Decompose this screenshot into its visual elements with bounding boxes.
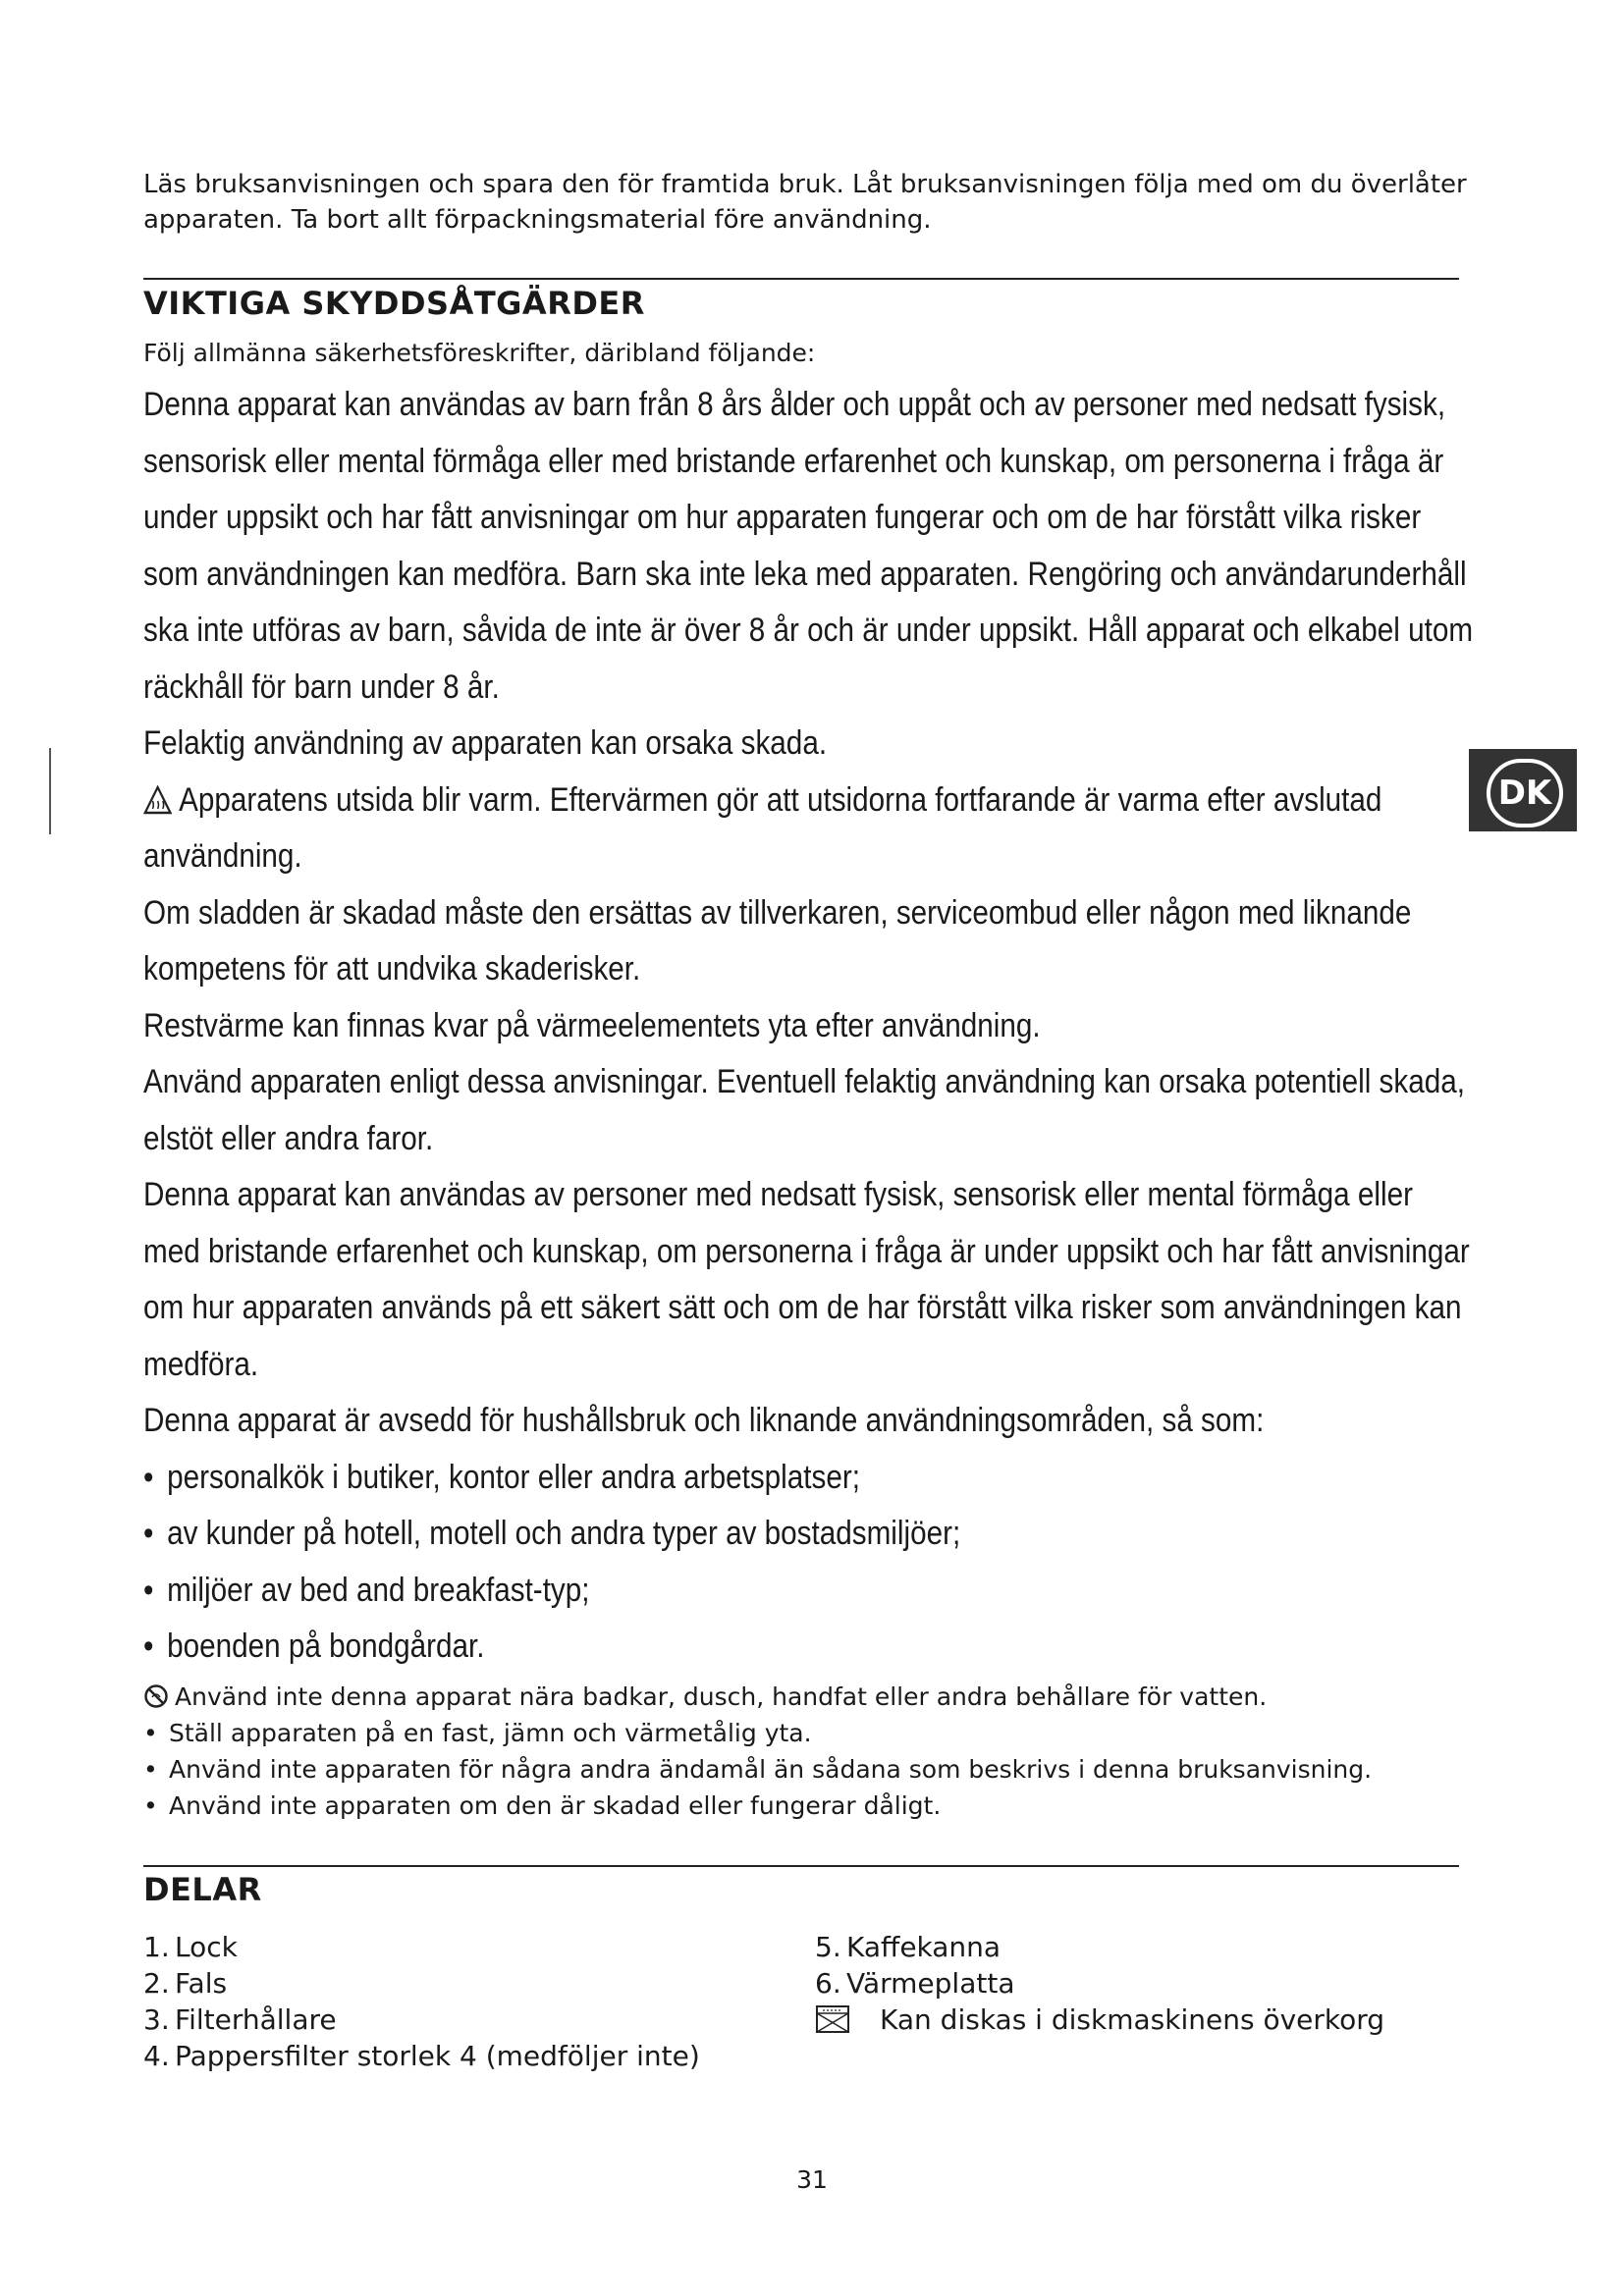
safety-instructions bbox=[143, 377, 1478, 1676]
safety-heading: VIKTIGA SKYDDSÅTGÄRDER bbox=[143, 285, 645, 322]
list-item: 4. Pappersfilter storlek 4 (medföljer inte) bbox=[143, 2040, 700, 2072]
section-divider bbox=[143, 278, 1459, 280]
safety-subtitle: Följ allmänna säkerhetsföreskrifter, däribland följande: bbox=[143, 339, 816, 367]
intro-text bbox=[143, 167, 1469, 238]
usage-bullet: • personalkök i butiker, kontor eller andra arbetsplatser; bbox=[143, 1458, 860, 1496]
safety-paragraph: Restvärme kan finnas kvar på värmeelementets yta efter användning. bbox=[143, 1006, 1041, 1044]
parts-list-right bbox=[815, 1929, 1384, 2038]
parts-list-left bbox=[143, 1929, 700, 2074]
list-item: 5. Kaffekanna bbox=[815, 1931, 1001, 1963]
safety-paragraph: Denna apparat kan användas av personer med nedsatt fysisk, sensorisk eller mental förmåga eller med bristande erfarenhet och kunskap, om personerna i fråga är under uppsikt och har fått anvisningar om hur apparaten används på ett säkert sätt och om de har förstått vilka risker som användningen kan medföra. bbox=[143, 1176, 1470, 1383]
section-divider bbox=[143, 1865, 1459, 1867]
list-item: • Ställ apparaten på en fast, jämn och värmetålig yta. bbox=[143, 1719, 812, 1747]
list-item: 6. Värmeplatta bbox=[815, 1967, 1015, 2000]
list-item: • Använd inte apparaten för några andra ändamål än sådana som beskrivs i denna bruksanvisning. bbox=[143, 1755, 1373, 1784]
no-water-icon bbox=[143, 1683, 169, 1709]
hot-surface-warning-icon bbox=[143, 785, 172, 815]
list-item: 1. Lock bbox=[143, 1931, 238, 1963]
dishwasher-icon bbox=[815, 2004, 850, 2034]
parts-heading: DELAR bbox=[143, 1871, 262, 1908]
safety-paragraph: Denna apparat är avsedd för hushållsbruk och liknande användningsområden, så som: bbox=[143, 1402, 1265, 1439]
usage-bullet: • av kunder på hotell, motell och andra typer av bostadsmiljöer; bbox=[143, 1515, 961, 1552]
intro-line-1: Läs bruksanvisningen och spara den för framtida bruk. Låt bruksanvisningen följa med om du överlåter bbox=[143, 170, 1467, 199]
list-item: • Använd inte apparaten om den är skadad eller fungerar dåligt. bbox=[143, 1791, 942, 1820]
list-item: Använd inte denna apparat nära badkar, dusch, handfat eller andra behållare för vatten. bbox=[143, 1679, 1479, 1715]
page-number: 31 bbox=[796, 2165, 828, 2194]
list-item: 3. Filterhållare bbox=[143, 2003, 337, 2036]
usage-bullet: • miljöer av bed and breakfast-typ; bbox=[143, 1571, 590, 1609]
safety-paragraph: Om sladden är skadad måste den ersättas av tillverkaren, serviceombud eller någon med liknande kompetens för att undvika skaderisker. bbox=[143, 893, 1412, 988]
intro-line-2: apparaten. Ta bort allt förpackningsmaterial före användning. bbox=[143, 205, 932, 235]
usage-bullet: • boenden på bondgårdar. bbox=[143, 1628, 485, 1665]
additional-safety-list bbox=[143, 1679, 1479, 1824]
margin-mark bbox=[49, 748, 51, 834]
safety-paragraph-hot: Apparatens utsida blir varm. Eftervärmen gör att utsidorna fortfarande är varma efter avslutad användning. bbox=[143, 780, 1382, 875]
dishwasher-note: Kan diskas i diskmaskinens överkorg bbox=[815, 2002, 1384, 2038]
safety-paragraph: Denna apparat kan användas av barn från 8 års ålder och uppåt och av personer med nedsatt fysisk, sensorisk eller mental förmåga eller med bristande erfarenhet och kunskap, om personerna i fråga är under uppsikt och har fått anvisningar om hur apparaten fungerar och om de har förstått vilka risker som användningen kan medföra. Barn ska inte leka med apparaten. Rengöring och användarunderhåll ska inte utföras av barn, såvida de inte är över 8 år och är under uppsikt. Håll apparat och elkabel utom räckhåll för barn under 8 år. bbox=[143, 386, 1474, 706]
safety-paragraph: Använd apparaten enligt dessa anvisningar. Eventuell felaktig användning kan orsaka potentiell skada, elstöt eller andra faror. bbox=[143, 1063, 1465, 1157]
safety-paragraph: Felaktig användning av apparaten kan orsaka skada. bbox=[143, 724, 828, 762]
list-item: 2. Fals bbox=[143, 1967, 228, 2000]
language-badge bbox=[1469, 749, 1577, 831]
language-badge-label: DK bbox=[1487, 759, 1563, 828]
